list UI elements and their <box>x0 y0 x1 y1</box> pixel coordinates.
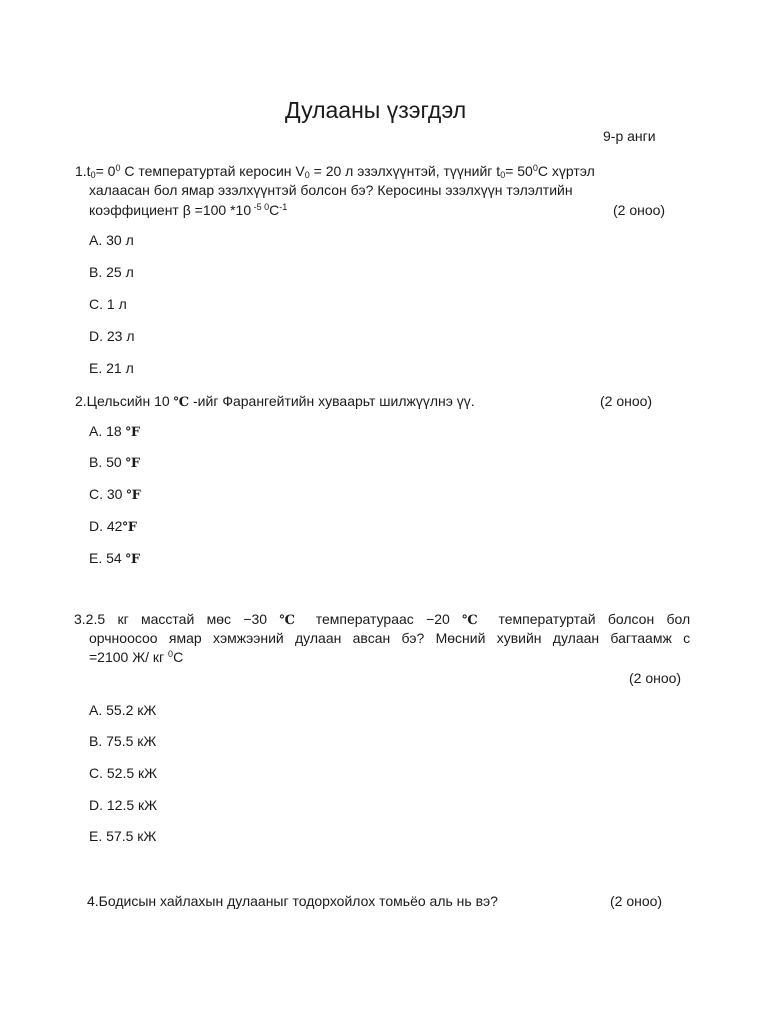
q2-option-a[interactable]: A. 18 ℉ <box>89 423 141 440</box>
page-title: Дулааны үзэгдэл <box>285 97 467 123</box>
question-1-line-1: $1.t_0= 0^0$ С температуртай керосин $V_0 = 20$ л эзэлхүүнтэй, түүнийг $t_0= 50^0С$ хүртэл <box>75 163 595 180</box>
q1-option-e[interactable]: E. 21 л <box>89 360 134 376</box>
question-3-points: (2 оноо) <box>629 670 682 686</box>
question-4-text: 4.Бодисын хайлахын дулааныг тодорхойлох томьёо аль нь вэ? <box>87 893 498 909</box>
question-3-line-3: =2100 Ж/ кг $^0$С <box>89 649 184 665</box>
question-4-points: (2 оноо) <box>610 893 663 909</box>
q1-option-b[interactable]: B. 25 л <box>89 264 134 280</box>
question-1-line-3: коэффициент β =100 *10 $^{-5 0}С^{-1}$ <box>89 202 288 218</box>
q2-option-b[interactable]: B. 50 ℉ <box>89 454 141 471</box>
q3-option-c[interactable]: C. 52.5 кЖ <box>89 765 158 781</box>
question-1-line-2: халаасан бол ямар эзэлхүүнтэй болсон бэ? Керосины эзэлхүүн тэлэлтийн <box>89 182 573 198</box>
q3-option-b[interactable]: B. 75.5 кЖ <box>89 733 157 749</box>
question-1-points: (2 оноо) <box>613 202 666 218</box>
q2-option-c[interactable]: C. 30 ℉ <box>89 486 141 503</box>
q3-option-d[interactable]: D. 12.5 кЖ <box>89 797 158 813</box>
q1-option-a[interactable]: A. 30 л <box>89 232 134 248</box>
question-2-points: (2 оноо) <box>600 393 653 409</box>
q2-option-e[interactable]: E. 54 ℉ <box>89 550 141 567</box>
question-3-line-1: 3.2.5 кг масстай мөс −30 ℃ температураас −20 ℃ температуртай болсон бол <box>74 611 691 628</box>
question-3-line-2: орчноосоо ямар хэмжээний дулаан авсан бэ? Мөсний хувийн дулаан багтаамж c <box>89 630 691 646</box>
q1-option-c[interactable]: C. 1 л <box>89 296 127 312</box>
q1-option-d[interactable]: D. 23 л <box>89 328 135 344</box>
q3-option-a[interactable]: A. 55.2 кЖ <box>89 702 157 718</box>
q2-option-d[interactable]: D. 42℉ <box>89 518 137 535</box>
question-2-text: 2.Цельсийн 10 ℃ -ийг Фарангейтийн хуваарьт шилжүүлнэ үү. <box>75 393 475 410</box>
q3-option-e[interactable]: E. 57.5 кЖ <box>89 828 157 844</box>
grade-label: 9-р анги <box>603 128 656 144</box>
